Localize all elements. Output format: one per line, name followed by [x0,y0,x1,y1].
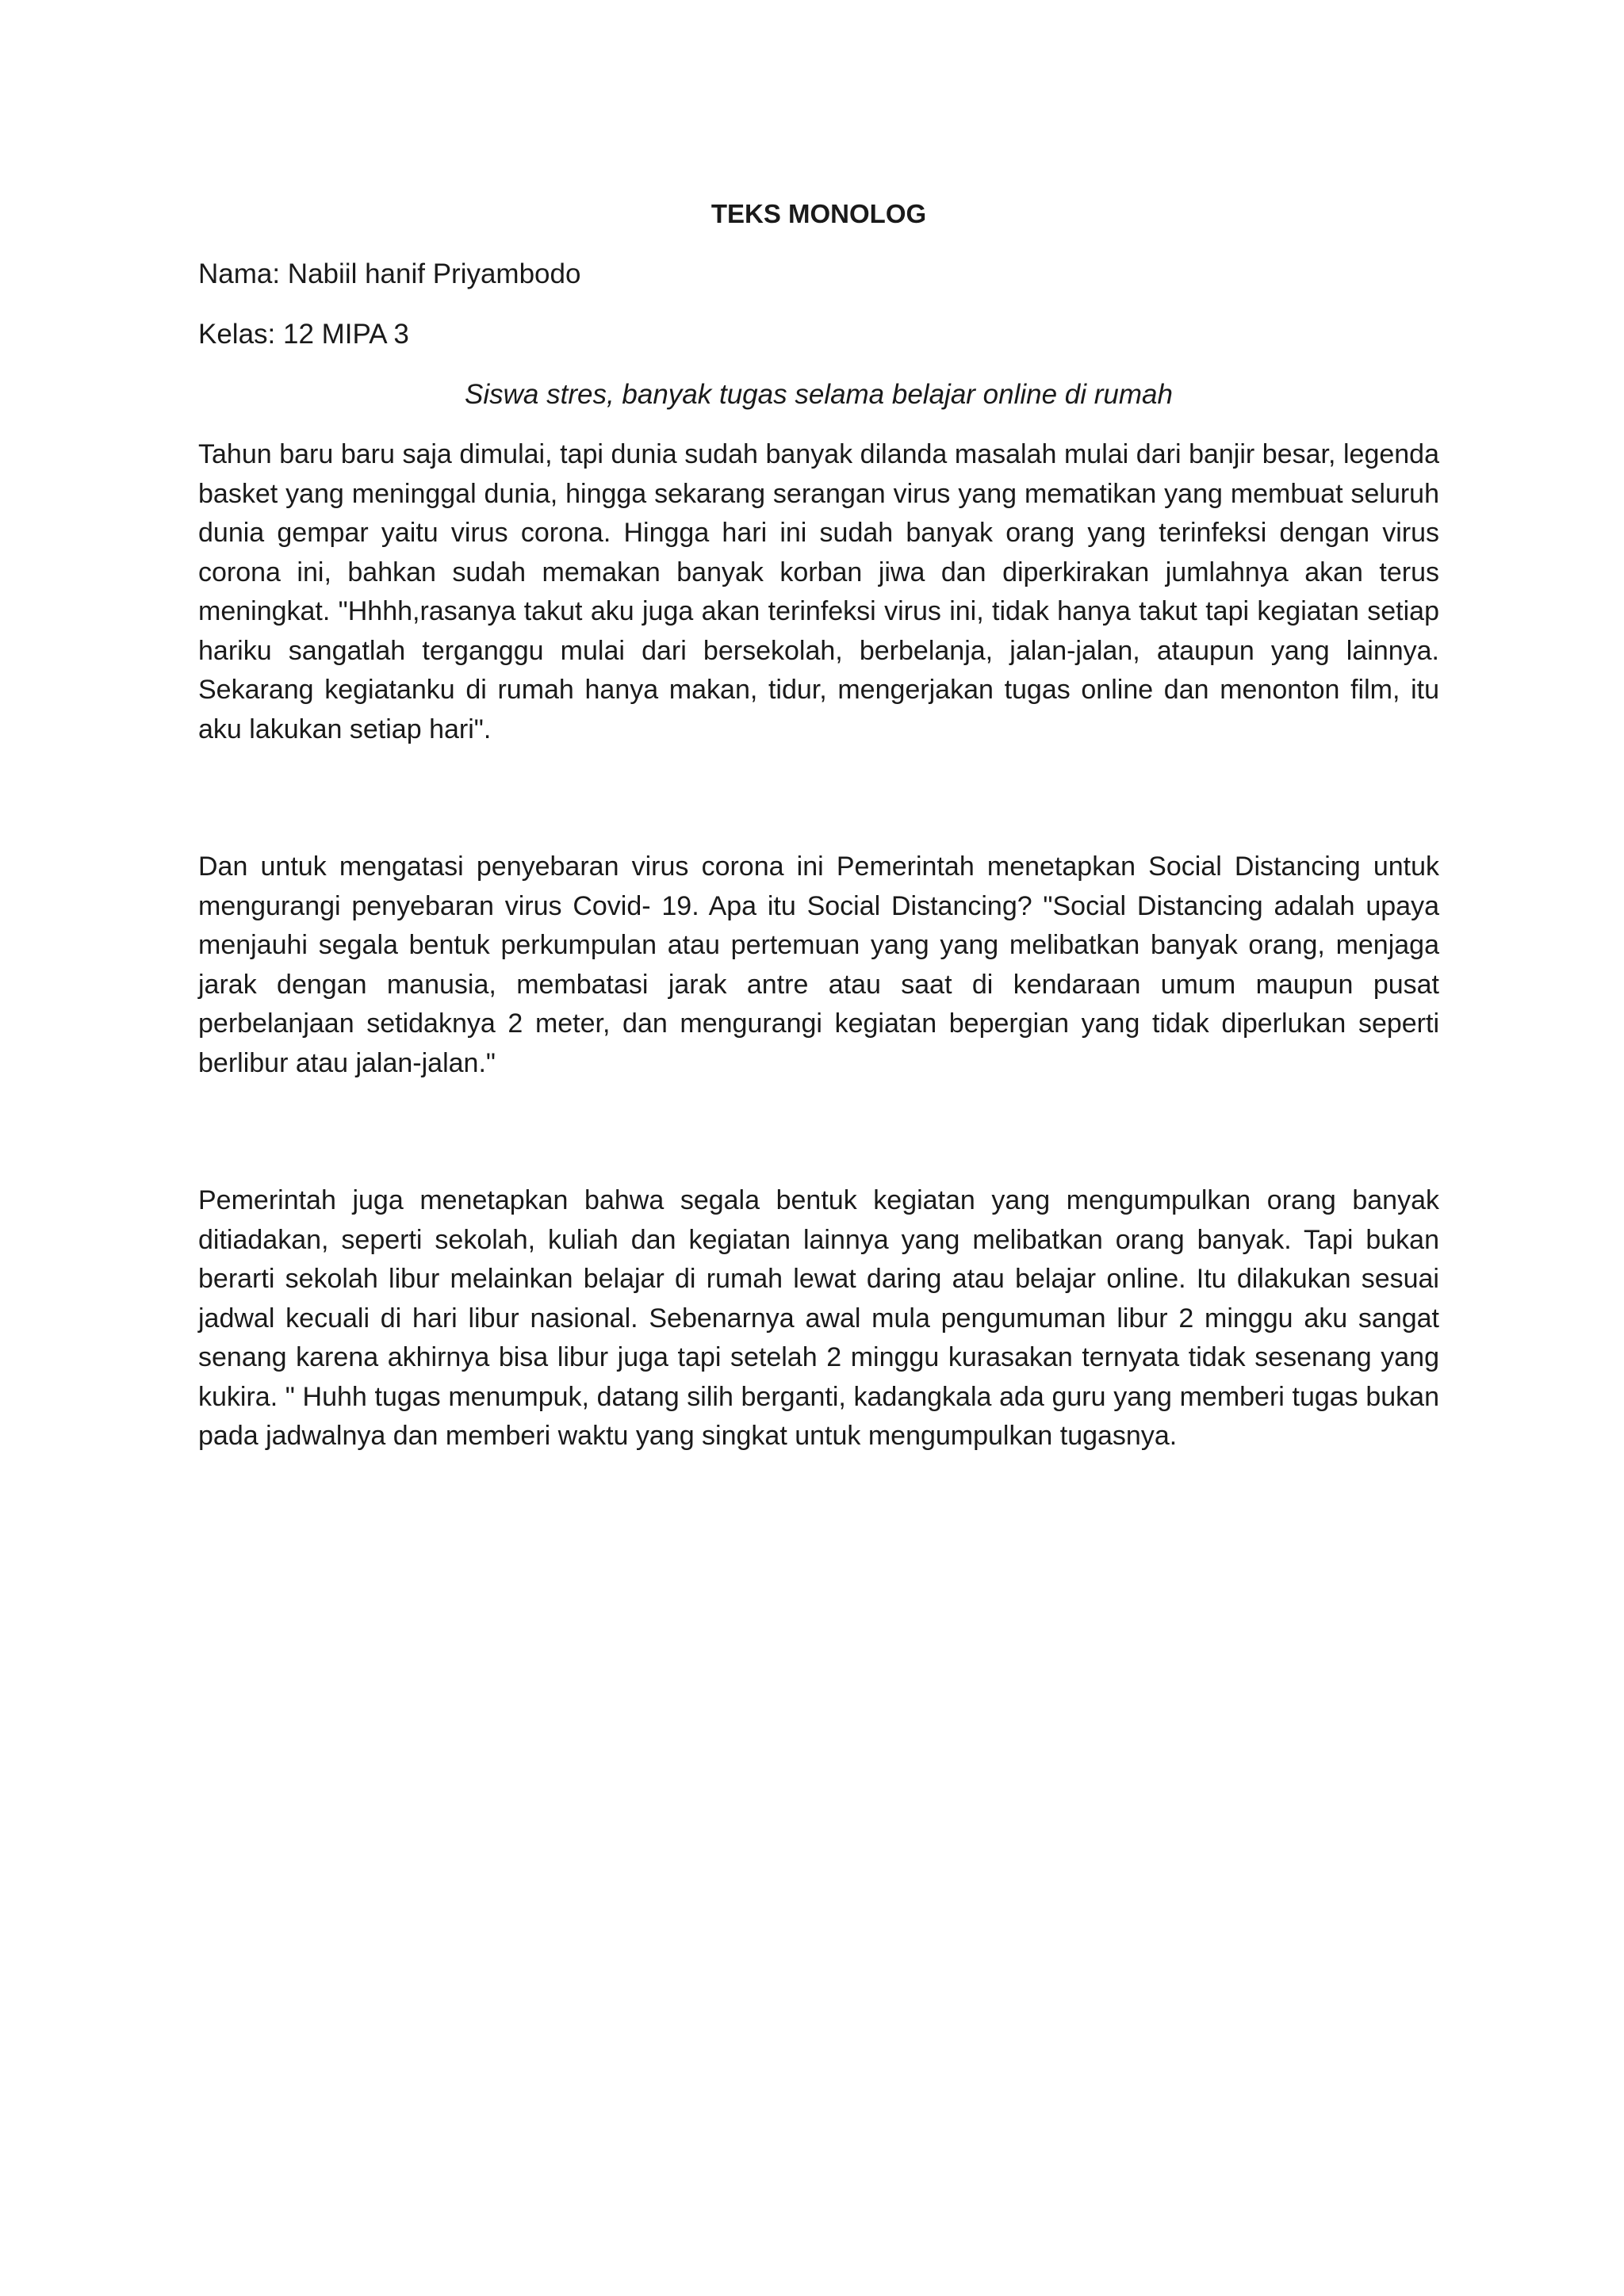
document-title: TEKS MONOLOG [710,199,927,228]
paragraph-3: Pemerintah juga menetapkan bahwa segala bentuk kegiatan yang mengumpulkan orang banyak ditiadakan, seperti sekolah, kuliah dan kegiatan lainnya yang melibatkan orang banyak. Tapi bukan berarti sekolah libur melainkan belajar di rumah lewat daring atau belajar online. Itu dilakukan sesuai jadwal kecuali di hari libur nasional. Sebenarnya awal mula pengumuman libur 2 minggu aku sangat senang karena akhirnya bisa libur juga tapi setelah 2 minggu kurasakan ternyata tidak sesenang yang kukira. " Huhh tugas menumpuk, datang silih berganti, kadangkala ada guru yang memberi tugas bukan pada jadwalnya dan memberi waktu yang singkat untuk mengumpulkan tugasnya. [198,1185,1439,1451]
paragraph-2: Dan untuk mengatasi penyebaran virus corona ini Pemerintah menetapkan Social Distancing untuk mengurangi penyebaran virus Covid- 19. Apa itu Social Distancing? "Social Distancing adalah upaya menjauhi segala bentuk perkumpulan atau pertemuan yang yang melibatkan banyak orang, menjaga jarak dengan manusia, membatasi jarak antre atau saat di kendaraan umum maupun pusat perbelanjaan setidaknya 2 meter, dan mengurangi kegiatan bepergian yang tidak diperlukan seperti berlibur atau jalan-jalan." [198,851,1439,1078]
student-name: Nama: Nabiil hanif Priyambodo [198,258,581,289]
paragraph-1: Tahun baru baru saja dimulai, tapi dunia sudah banyak dilanda masalah mulai dari banjir besar, legenda basket yang meninggal dunia, hingga sekarang serangan virus yang mematikan yang membuat seluruh dunia gempar yaitu virus corona. Hingga hari ini sudah banyak orang yang terinfeksi dengan virus corona ini, bahkan sudah memakan banyak korban jiwa dan diperkirakan jumlahnya akan terus meningkat. "Hhhh,rasanya takut aku juga akan terinfeksi virus ini, tidak hanya takut tapi kegiatan setiap hariku sangatlah terganggu mulai dari bersekolah, berbelanja, jalan-jalan, ataupun yang lainnya. Sekarang kegiatanku di rumah hanya makan, tidur, mengerjakan tugas online dan menonton film, itu aku lakukan setiap hari". [198,439,1439,744]
student-class: Kelas: 12 MIPA 3 [198,319,409,350]
document-body [198,194,1439,1456]
document-subtitle: Siswa stres, banyak tugas selama belajar online di rumah [465,379,1173,410]
